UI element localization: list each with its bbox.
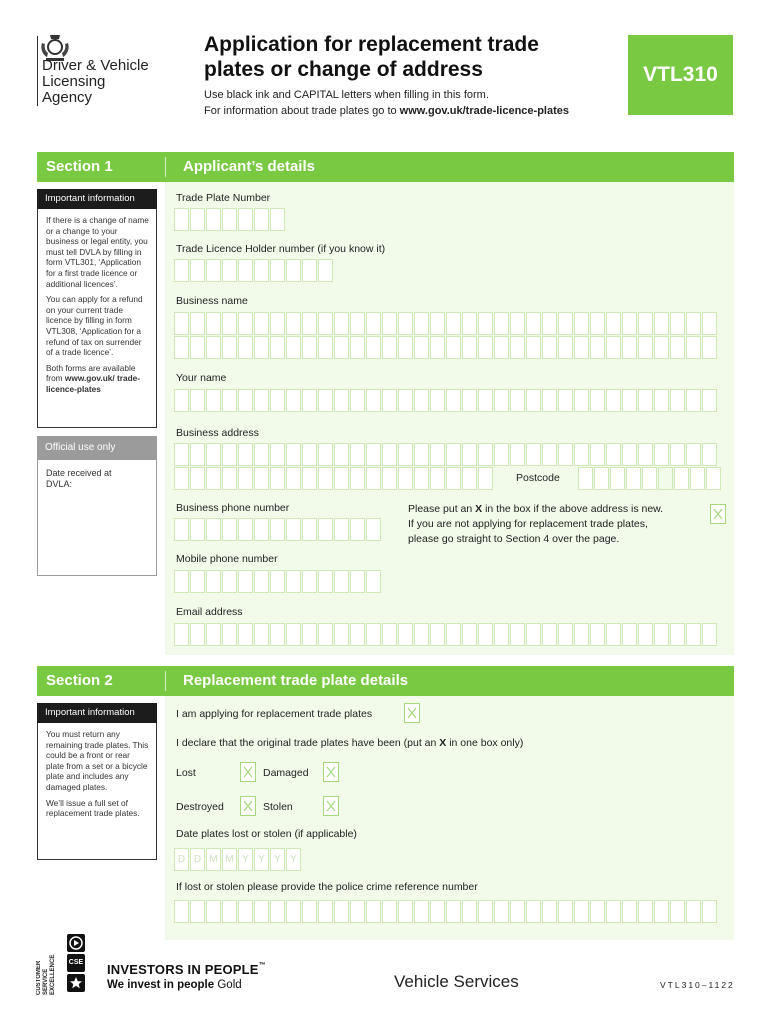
- section1-info-p1: If there is a change of name or a change to your business or legal entity, you must tell DVLA by filling in form VTL301, ‘Application for a first trade licence or additional licences’.: [46, 215, 149, 289]
- iip-title-text: INVESTORS IN PEOPLE: [107, 962, 259, 977]
- new-address-line-2: If you are not applying for replacement trade plates,: [408, 518, 648, 530]
- new-address-suffix: in the box if the above address is new.: [482, 503, 664, 515]
- crime-ref-label: If lost or stolen please provide the police crime reference number: [176, 881, 478, 893]
- your-name-input[interactable]: [174, 389, 718, 412]
- stolen-checkbox[interactable]: [323, 796, 339, 816]
- postcode-input[interactable]: [578, 467, 722, 490]
- business-name-row-2[interactable]: [174, 336, 718, 359]
- trade-plate-number-label: Trade Plate Number: [176, 192, 271, 204]
- form-title: Application for replacement trade plates or change of address: [204, 33, 539, 81]
- email-label: Email address: [176, 606, 243, 618]
- section1-info-p2: You can apply for a refund on your current trade licence by filling in form VTL308, ‘Application for a refund of tax on surrender of a trade licence’.: [46, 294, 143, 358]
- stolen-label: Stolen: [263, 801, 293, 813]
- instructions: [204, 87, 569, 119]
- business-name-label: Business name: [176, 295, 248, 307]
- iip-tagline-line: [107, 979, 242, 991]
- lost-label: Lost: [176, 767, 196, 779]
- mobile-phone-input[interactable]: [174, 570, 382, 593]
- new-address-line-1: [408, 502, 708, 517]
- new-address-prefix: Please put an: [408, 503, 476, 515]
- licence-holder-number-label: Trade Licence Holder number (if you know it): [176, 243, 386, 255]
- official-use-box: [37, 460, 157, 576]
- applying-checkbox[interactable]: [404, 703, 420, 723]
- applying-label: I am applying for replacement trade plates: [176, 708, 373, 720]
- section2-info-heading: Important information: [37, 703, 157, 723]
- section2-bar: [37, 666, 734, 696]
- lost-checkbox[interactable]: [240, 762, 256, 782]
- business-name-row-1[interactable]: [174, 312, 718, 335]
- crime-ref-input[interactable]: [174, 900, 718, 923]
- instruction-ink: Use black ink and CAPITAL letters when filling in this form.: [204, 89, 489, 101]
- licence-holder-number-input[interactable]: [174, 259, 334, 282]
- cse-text: CUSTOMER SERVICE EXCELLENCE: [36, 954, 56, 995]
- declaration-x: X: [439, 737, 447, 749]
- date-received-label: Date received at DVLA:: [46, 468, 112, 489]
- postcode-label: Postcode: [516, 472, 560, 484]
- section2-info-p1: You must return any remaining trade plates. This could be a front or rear plate from a set or a bicycle plate and includes any damaged plates.: [46, 729, 149, 792]
- logo-rule: [37, 36, 38, 106]
- declaration-text: [176, 737, 523, 749]
- business-name-input[interactable]: [174, 312, 718, 359]
- trade-plates-link[interactable]: www.gov.uk/trade-licence-plates: [399, 105, 569, 117]
- declaration-prefix: I declare that the original trade plates have been (put an: [176, 737, 440, 749]
- new-address-instructions: [408, 502, 708, 547]
- section2-info-p2: We’ll issue a full set of replacement trade plates.: [46, 797, 140, 819]
- iip-title: [107, 962, 266, 977]
- cse-play-icon: [67, 934, 85, 952]
- trade-plate-number-input[interactable]: [174, 208, 286, 231]
- new-address-x: X: [475, 503, 483, 515]
- section2-info-body: [37, 723, 157, 860]
- cse-badge: CSE: [67, 954, 85, 972]
- new-address-checkbox[interactable]: [710, 504, 726, 524]
- section1-info-body: [37, 209, 157, 428]
- section2-title: Replacement trade plate details: [183, 672, 409, 689]
- business-phone-label: Business phone number: [176, 502, 290, 514]
- email-input[interactable]: [174, 623, 718, 646]
- official-use-heading: Official use only: [37, 436, 157, 460]
- section1-divider: [165, 157, 166, 177]
- damaged-checkbox[interactable]: [323, 762, 339, 782]
- business-address-row-1[interactable]: [174, 443, 718, 466]
- section1-info-p3-prefix: Both forms are available from: [46, 362, 136, 384]
- date-lost-input[interactable]: D D M M Y Y Y Y: [174, 848, 302, 871]
- section1-info-link[interactable]: www.gov.uk/ trade-licence-plates: [46, 373, 141, 394]
- iip-trademark: ™: [258, 962, 266, 969]
- cse-star-icon: [67, 974, 85, 992]
- section2-divider: [165, 671, 166, 691]
- section2-number: Section 2: [46, 672, 113, 689]
- business-address-label: Business address: [176, 427, 259, 439]
- vehicle-services: Vehicle Services: [394, 972, 519, 991]
- form-reference: VTL310–1122: [660, 980, 735, 990]
- section1-number: Section 1: [46, 158, 113, 175]
- declaration-suffix: in one box only): [446, 737, 524, 749]
- instruction-info-prefix: For information about trade plates go to: [204, 105, 400, 117]
- destroyed-checkbox[interactable]: [240, 796, 256, 816]
- date-lost-label: Date plates lost or stolen (if applicable): [176, 828, 357, 840]
- new-address-line-3: please go straight to Section 4 over the page.: [408, 533, 620, 545]
- your-name-label: Your name: [176, 372, 227, 384]
- iip-level: Gold: [217, 979, 242, 991]
- destroyed-label: Destroyed: [176, 801, 224, 813]
- section1-title: Applicant’s details: [183, 158, 315, 175]
- mobile-phone-label: Mobile phone number: [176, 553, 278, 565]
- section1-info-p3: [46, 363, 150, 395]
- section1-info-heading: Important information: [37, 189, 157, 209]
- damaged-label: Damaged: [263, 767, 309, 779]
- business-phone-input[interactable]: [174, 518, 382, 541]
- section1-bar: [37, 152, 734, 182]
- agency-name: Driver & Vehicle Licensing Agency: [42, 57, 149, 106]
- iip-tagline: We invest in people: [107, 979, 215, 991]
- instruction-info: [204, 103, 569, 119]
- form-code-badge: VTL310: [628, 35, 733, 115]
